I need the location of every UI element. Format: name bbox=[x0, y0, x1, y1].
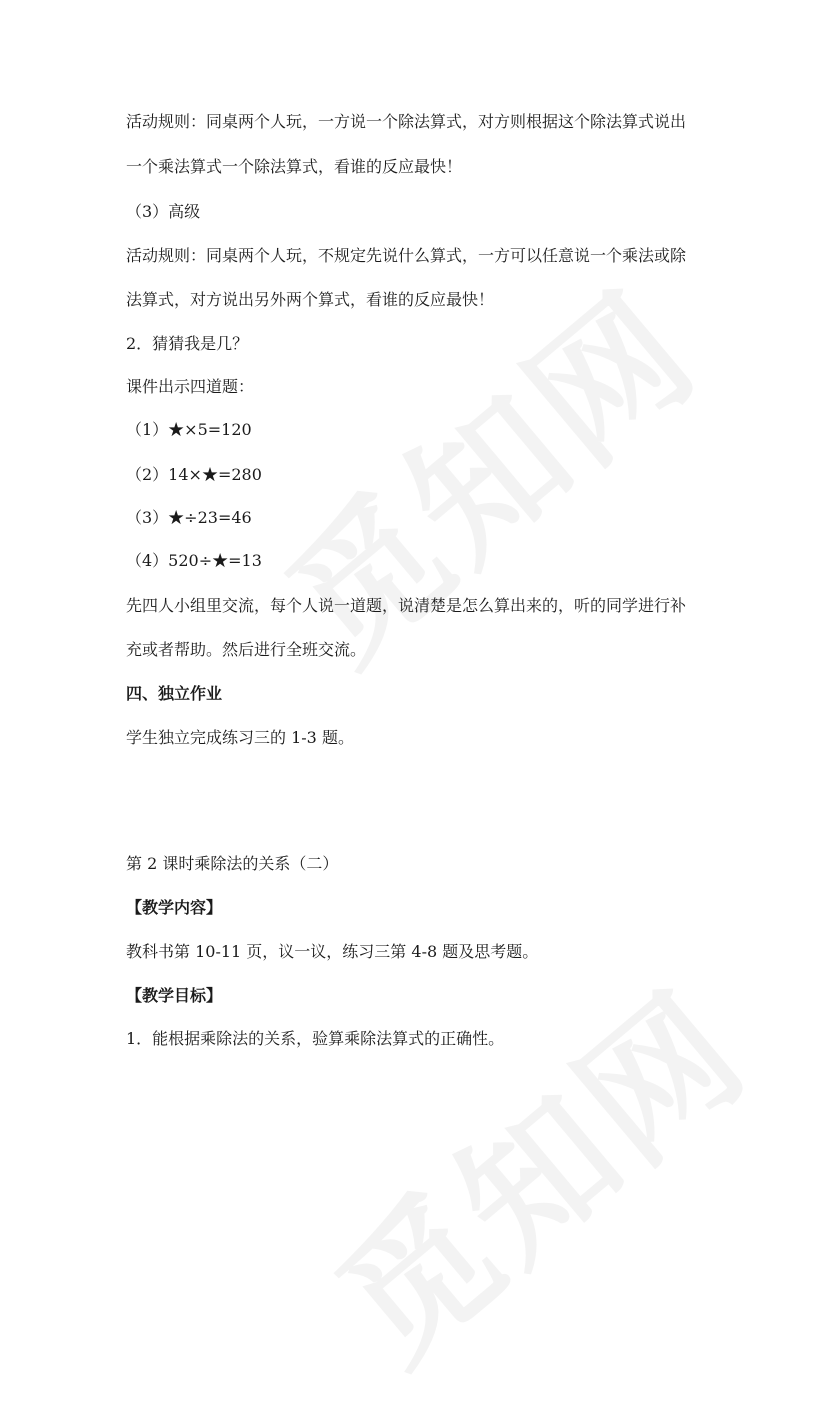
text-line: 活动规则：同桌两个人玩，不规定先说什么算式，一方可以任意说一个乘法或除 bbox=[126, 246, 687, 265]
text-line: 一个乘法算式一个除法算式，看谁的反应最快！ bbox=[126, 157, 463, 176]
text-line: 充或者帮助。然后进行全班交流。 bbox=[126, 640, 367, 659]
text-line: （2）14×★=280 bbox=[126, 465, 262, 484]
lesson-title: 第 2 课时乘除法的关系（二） bbox=[126, 854, 339, 873]
text-line: 教科书第 10-11 页，议一议，练习三第 4-8 题及思考题。 bbox=[126, 942, 539, 961]
text-line: （3）★÷23=46 bbox=[126, 508, 252, 527]
text-line: （4）520÷★=13 bbox=[126, 551, 262, 570]
section-heading: 【教学内容】 bbox=[126, 898, 223, 917]
text-line: 先四人小组里交流，每个人说一道题，说清楚是怎么算出来的，听的同学进行补 bbox=[126, 596, 687, 615]
text-line: 2．猜猜我是几？ bbox=[126, 334, 249, 353]
section-heading: 四、独立作业 bbox=[126, 684, 223, 703]
text-line: （3）高级 bbox=[126, 202, 201, 221]
text-line: （1）★×5=120 bbox=[126, 420, 252, 439]
watermark-2 bbox=[285, 935, 782, 1401]
text-line: 1．能根据乘除法的关系，验算乘除法算式的正确性。 bbox=[126, 1029, 505, 1048]
text-line: 课件出示四道题： bbox=[126, 377, 255, 396]
text-line: 活动规则：同桌两个人玩，一方说一个除法算式，对方则根据这个除法算式说出 bbox=[126, 112, 687, 131]
text-line: 学生独立完成练习三的 1-3 题。 bbox=[126, 728, 354, 747]
section-heading: 【教学目标】 bbox=[126, 986, 223, 1005]
text-line: 法算式，对方说出另外两个算式，看谁的反应最快！ bbox=[126, 290, 495, 309]
